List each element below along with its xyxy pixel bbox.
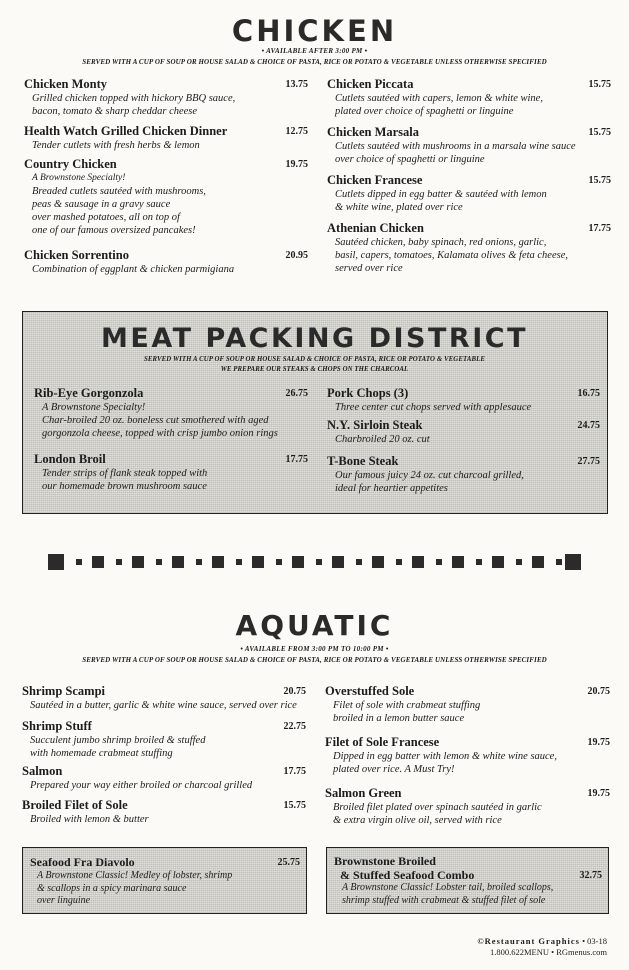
item-name: Country Chicken [24, 157, 117, 171]
footer-code: • 03-18 [582, 936, 607, 946]
menu-item [24, 248, 308, 276]
item-name: Chicken Sorrentino [24, 248, 129, 262]
divider-square [412, 556, 424, 568]
item-price: 17.75 [588, 223, 611, 234]
menu-item [327, 221, 611, 275]
item-name: Chicken Marsala [327, 125, 420, 139]
item-price: 15.75 [588, 127, 611, 138]
item-name: Chicken Monty [24, 77, 107, 91]
divider-dot [76, 559, 82, 565]
item-desc: A Brownstone Specialty! [42, 402, 146, 413]
item-price: 13.75 [285, 79, 308, 90]
item-desc: Broiled with lemon & butter [30, 814, 149, 825]
divider-square [48, 554, 64, 570]
chicken-title: CHICKEN [231, 14, 398, 48]
menu-item [327, 454, 600, 495]
divider-dot [556, 559, 562, 565]
menu-item [34, 452, 308, 493]
item-price: 17.75 [283, 766, 306, 777]
menu-item [30, 855, 300, 908]
aquatic-title: AQUATIC [235, 609, 394, 642]
menu-item [22, 764, 306, 792]
item-desc: served over rice [335, 263, 403, 274]
item-desc: & scallops in a spicy marinara sauce [37, 882, 187, 894]
item-desc: Prepared your way either broiled or charcoal grilled [30, 780, 253, 791]
divider-dot [196, 559, 202, 565]
chicken-availability: • AVAILABLE AFTER 3:00 PM • [261, 47, 368, 55]
menu-item [325, 684, 610, 725]
item-price: 27.75 [577, 456, 600, 467]
item-desc: bacon, tomato & sharp cheddar cheese [32, 106, 198, 117]
item-name: Chicken Francese [327, 173, 423, 187]
item-desc: Char-broiled 20 oz. boneless cut smothered with aged [42, 415, 269, 426]
item-price: 22.75 [283, 721, 306, 732]
item-name: Health Watch Grilled Chicken Dinner [24, 124, 228, 138]
item-desc: Breaded cutlets sautéed with mushrooms, [32, 186, 206, 197]
item-name: Broiled Filet of Sole [22, 798, 128, 812]
divider-square [452, 556, 464, 568]
item-name: Seafood Fra Diavolo [30, 855, 135, 869]
divider-dot [516, 559, 522, 565]
menu-item [24, 157, 308, 237]
item-price: 15.75 [283, 800, 306, 811]
item-desc: with homemade crabmeat stuffing [30, 748, 173, 759]
aquatic-served-note: SERVED WITH A CUP OF SOUP OR HOUSE SALAD & CHOICE OF PASTA, RICE OR POTATO & VEGETABLE UNLESS OTHERWISE SPECIFIED [82, 656, 547, 664]
meat-title: MEAT PACKING DISTRICT [101, 323, 528, 354]
item-desc: Broiled filet plated over spinach sautéed in garlic [333, 802, 542, 813]
item-price: 20.95 [285, 250, 308, 261]
menu-item [327, 418, 600, 446]
item-name: Overstuffed Sole [325, 684, 415, 698]
menu-item [327, 386, 600, 414]
item-desc: Succulent jumbo shrimp broiled & stuffed [30, 735, 206, 746]
menu-item [34, 386, 308, 440]
item-name-line2: & Stuffed Seafood Combo [340, 868, 475, 882]
item-desc: over mashed potatoes, all on top of [32, 212, 180, 223]
menu-item [22, 719, 306, 760]
item-price: 19.75 [587, 788, 610, 799]
item-desc: Combination of eggplant & chicken parmigiana [32, 264, 235, 275]
item-price: 17.75 [285, 454, 308, 465]
divider-square [252, 556, 264, 568]
item-desc: peas & sausage in a gravy sauce [32, 199, 171, 210]
divider-dot [436, 559, 442, 565]
item-name: Salmon [22, 764, 63, 778]
item-name: Filet of Sole Francese [325, 735, 440, 749]
item-desc: our homemade brown mushroom sauce [42, 481, 207, 492]
item-name: Brownstone Broiled [334, 854, 436, 868]
divider-dot [396, 559, 402, 565]
item-desc: Dipped in egg batter with lemon & white wine sauce, [333, 751, 557, 762]
item-desc: Cutlets sautéed with capers, lemon & white wine, [335, 93, 543, 104]
divider-dot [236, 559, 242, 565]
item-desc: Tender strips of flank steak topped with [42, 468, 208, 479]
menu-item [22, 684, 306, 712]
item-desc: plated over choice of spaghetti or linguine [335, 106, 514, 117]
special-box-right [326, 847, 609, 914]
item-price: 19.75 [285, 159, 308, 170]
item-price: 32.75 [579, 870, 602, 881]
item-desc: Our famous juicy 24 oz. cut charcoal grilled, [335, 470, 524, 481]
item-name: Athenian Chicken [327, 221, 424, 235]
item-name: Chicken Piccata [327, 77, 414, 91]
item-desc: & white wine, plated over rice [335, 202, 463, 213]
item-price: 25.75 [277, 857, 300, 868]
menu-item [334, 854, 602, 907]
footer-credit [477, 936, 607, 958]
menu-item [24, 77, 308, 118]
chicken-served-note: SERVED WITH A CUP OF SOUP OR HOUSE SALAD & CHOICE OF PASTA, RICE OR POTATO & VEGETABLE UNLESS OTHERWISE SPECIFIED [82, 58, 547, 66]
item-desc: shrimp stuffed with crabmeat & stuffed filet of sole [342, 894, 546, 906]
item-desc: Tender cutlets with fresh herbs & lemon [32, 140, 200, 151]
item-price: 19.75 [587, 737, 610, 748]
divider-square [332, 556, 344, 568]
divider-square [492, 556, 504, 568]
meat-served-note: SERVED WITH A CUP OF SOUP OR HOUSE SALAD & CHOICE OF PASTA, RICE OR POTATO & VEGETABLE [144, 356, 485, 363]
divider-square [212, 556, 224, 568]
aquatic-availability: • AVAILABLE FROM 3:00 PM TO 10:00 PM • [240, 645, 389, 653]
divider-square [92, 556, 104, 568]
divider-square [172, 556, 184, 568]
item-desc: over choice of spaghetti or linguine [335, 154, 485, 165]
decorative-divider [48, 554, 581, 570]
item-desc: Sautéed in a butter, garlic & white wine sauce, served over rice [30, 700, 297, 711]
item-name: Salmon Green [325, 786, 402, 800]
item-desc: over linguine [37, 895, 91, 906]
item-name: T-Bone Steak [327, 454, 399, 468]
divider-square [372, 556, 384, 568]
divider-square [292, 556, 304, 568]
item-desc: & extra virgin olive oil, served with rice [333, 815, 502, 826]
item-price: 15.75 [588, 79, 611, 90]
menu-item [325, 786, 610, 827]
item-desc: Sautéed chicken, baby spinach, red onions, garlic, [335, 237, 547, 248]
item-price: 20.75 [587, 686, 610, 697]
footer-brand: ©Restaurant Graphics [477, 936, 580, 946]
item-name: London Broil [34, 452, 106, 466]
item-name: Shrimp Stuff [22, 719, 92, 733]
meat-charcoal-note: WE PREPARE OUR STEAKS & CHOPS ON THE CHARCOAL [220, 366, 409, 373]
item-desc: gorgonzola cheese, topped with crisp jumbo onion rings [42, 428, 278, 439]
divider-dot [276, 559, 282, 565]
item-name: N.Y. Sirloin Steak [327, 418, 423, 432]
item-name: Shrimp Scampi [22, 684, 106, 698]
item-desc: A Brownstone Specialty! [32, 173, 126, 183]
item-desc: Grilled chicken topped with hickory BBQ sauce, [32, 93, 236, 104]
divider-square [532, 556, 544, 568]
menu-item [327, 125, 611, 166]
menu-item [22, 798, 306, 826]
divider-dot [316, 559, 322, 565]
item-price: 15.75 [588, 175, 611, 186]
item-desc: Cutlets dipped in egg batter & sautéed with lemon [335, 189, 547, 200]
divider-square [565, 554, 581, 570]
item-price: 26.75 [285, 388, 308, 399]
item-desc: A Brownstone Classic! Medley of lobster, shrimp [37, 870, 233, 881]
item-price: 20.75 [283, 686, 306, 697]
item-desc: Charbroiled 20 oz. cut [335, 434, 430, 445]
menu-item [325, 735, 610, 776]
menu-item [327, 173, 611, 214]
item-desc: broiled in a lemon butter sauce [333, 713, 465, 724]
item-desc: A Brownstone Classic! Lobster tail, broiled scallops, [342, 882, 554, 893]
item-desc: ideal for heartier appetites [335, 483, 448, 494]
divider-dot [116, 559, 122, 565]
special-box-left [22, 847, 307, 914]
item-name: Pork Chops (3) [327, 386, 409, 400]
item-price: 24.75 [577, 420, 600, 431]
item-desc: plated over rice. A Must Try! [333, 764, 455, 775]
item-name: Rib-Eye Gorgonzola [34, 386, 144, 400]
divider-dot [156, 559, 162, 565]
divider-dot [356, 559, 362, 565]
divider-dot [476, 559, 482, 565]
item-price: 12.75 [285, 126, 308, 137]
item-desc: Three center cut chops served with applesauce [335, 402, 532, 413]
menu-item [327, 77, 611, 118]
item-desc: Cutlets sautéed with mushrooms in a marsala wine sauce [335, 141, 576, 152]
item-desc: Filet of sole with crabmeat stuffing [333, 700, 481, 711]
item-price: 16.75 [577, 388, 600, 399]
menu-item [24, 124, 308, 152]
item-desc: one of our famous oversized pancakes! [32, 225, 196, 236]
footer-phone: 1.800.622MENU • RGmenus.com [489, 947, 607, 957]
item-desc: basil, capers, tomatoes, Kalamata olives & feta cheese, [335, 250, 569, 261]
divider-square [132, 556, 144, 568]
